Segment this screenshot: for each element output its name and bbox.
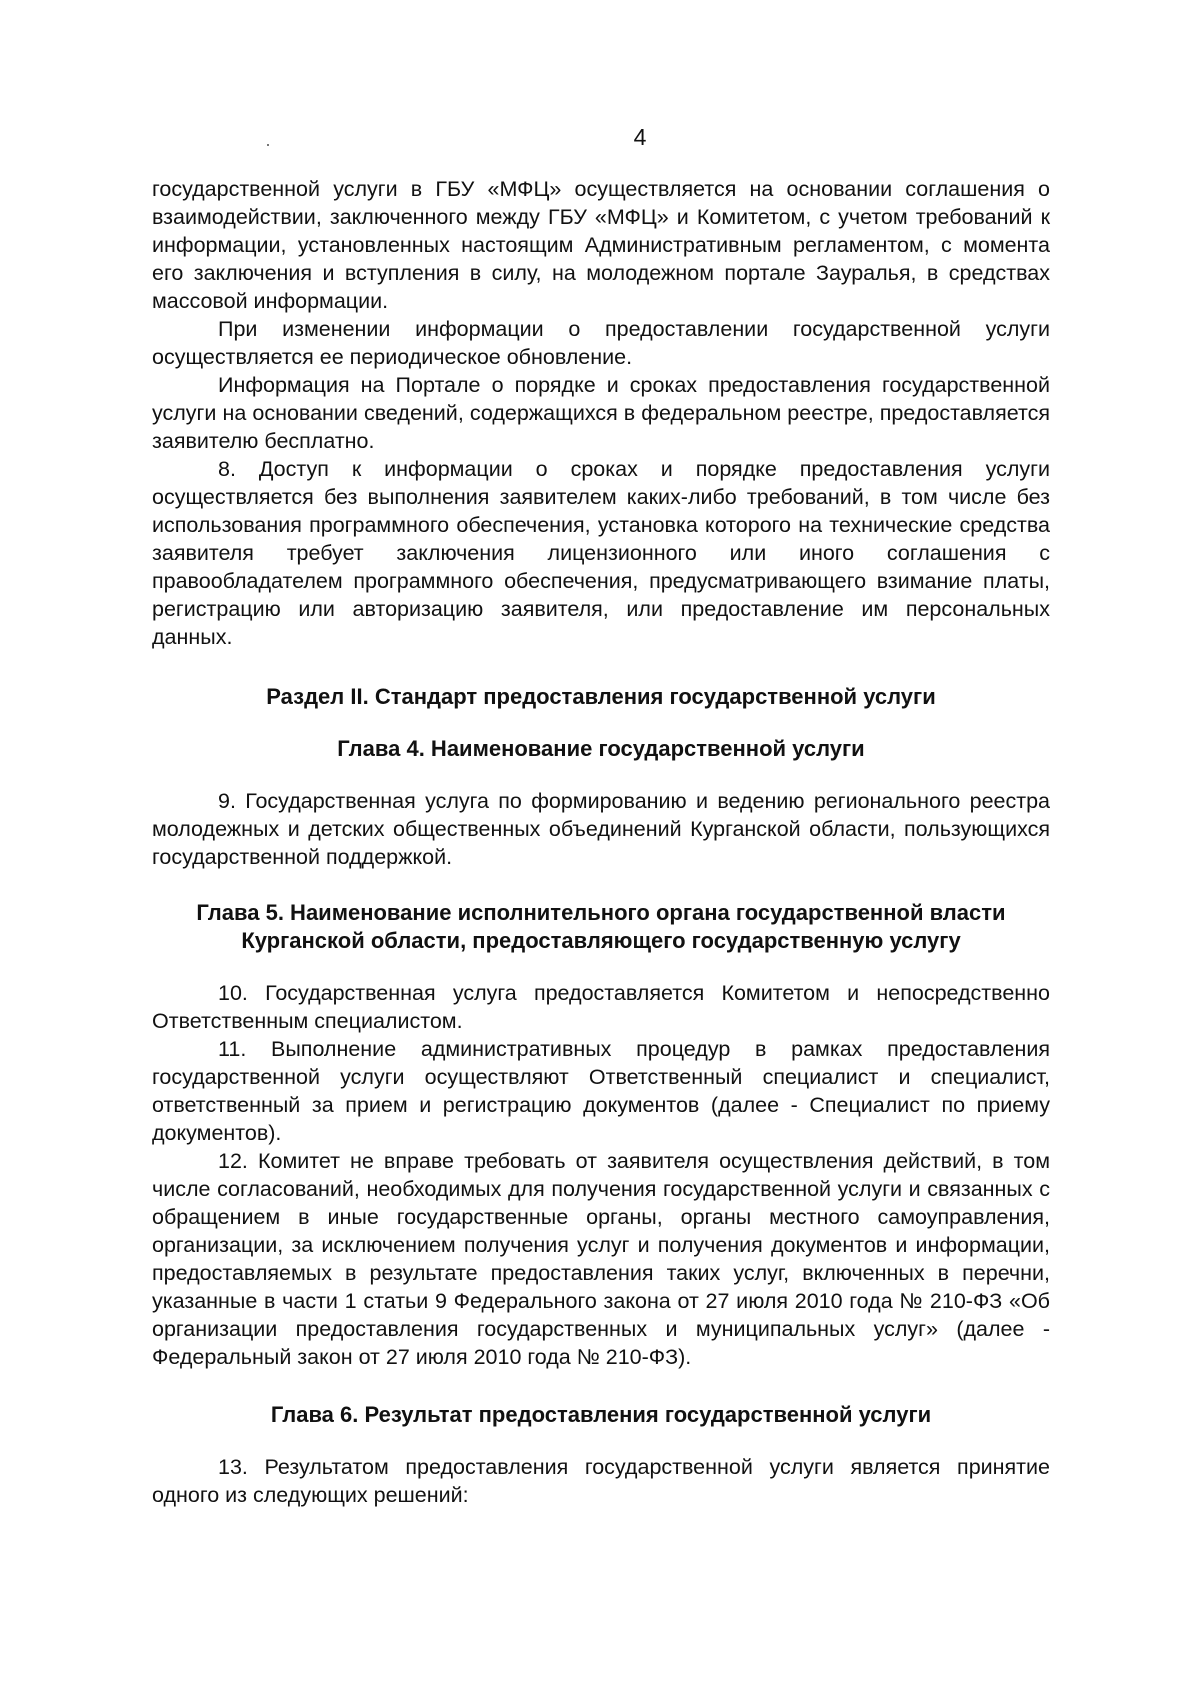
- paragraph-item-12: 12. Комитет не вправе требовать от заявителя осуществления действий, в том числе согласований, необходимых для получения государственной услуги и связанных с обращением в иные государственные органы, органы местного самоуправления, организации, за исключением получения услуг и получения документов и информации, предоставляемых в результате предоставления таких услуг, включенных в перечни, указанные в части 1 статьи 9 Федерального закона от 27 июля 2010 года № 210-ФЗ «Об организации предоставления государственных и муниципальных услуг» (далее - Федеральный закон от 27 июля 2010 года № 210-ФЗ).: [152, 1149, 1050, 1369]
- chapter-6-heading: Глава 6. Результат предоставления государственной услуги: [270, 1402, 932, 1427]
- chapter-5-heading-line-2: Курганской области, предоставляющего государственную услугу: [241, 928, 961, 953]
- page-number: 4: [633, 124, 647, 150]
- section-heading: Раздел II. Стандарт предоставления государственной услуги: [266, 684, 936, 709]
- paragraph-item-13: 13. Результатом предоставления государственной услуги является принятие одного из следующих решений:: [152, 1455, 1050, 1507]
- chapter-4-heading: Глава 4. Наименование государственной услуги: [337, 736, 865, 761]
- document-body: [152, 175, 1050, 1509]
- paragraph-info-update: При изменении информации о предоставлении государственной услуги осуществляется ее периодическое обновление.: [152, 317, 1050, 369]
- paragraph-portal-info: Информация на Портале о порядке и сроках предоставления государственной услуги на основании сведений, содержащихся в федеральном реестре, предоставляется заявителю бесплатно.: [152, 373, 1050, 453]
- paragraph-item-10: 10. Государственная услуга предоставляется Комитетом и непосредственно Ответственным специалистом.: [152, 981, 1050, 1033]
- paragraph-item-8: 8. Доступ к информации о сроках и порядке предоставления услуги осуществляется без выполнения заявителем каких-либо требований, в том числе без использования программного обеспечения, установка которого на технические средства заявителя требует заключения лицензионного или иного соглашения с правообладателем программного обеспечения, предусматривающего взимание платы, регистрацию или авторизацию заявителя, или предоставление им персональных данных.: [152, 457, 1050, 649]
- paragraph-item-11: 11. Выполнение административных процедур в рамках предоставления государственной услуги осуществляют Ответственный специалист и специалист, ответственный за прием и регистрацию документов (далее - Специалист по приему документов).: [152, 1037, 1050, 1145]
- chapter-5-heading-line-1: Глава 5. Наименование исполнительного органа государственной власти: [196, 900, 1006, 925]
- paragraph-item-9: 9. Государственная услуга по формированию и ведению регионального реестра молодежных и детских общественных объединений Курганской области, пользующихся государственной поддержкой.: [152, 789, 1050, 869]
- paragraph-continuation: государственной услуги в ГБУ «МФЦ» осуществляется на основании соглашения о взаимодействии, заключенного между ГБУ «МФЦ» и Комитетом, с учетом требований к информации, установленных настоящим Административным регламентом, с момента его заключения и вступления в силу, на молодежном портале Зауралья, в средствах массовой информации.: [152, 177, 1050, 313]
